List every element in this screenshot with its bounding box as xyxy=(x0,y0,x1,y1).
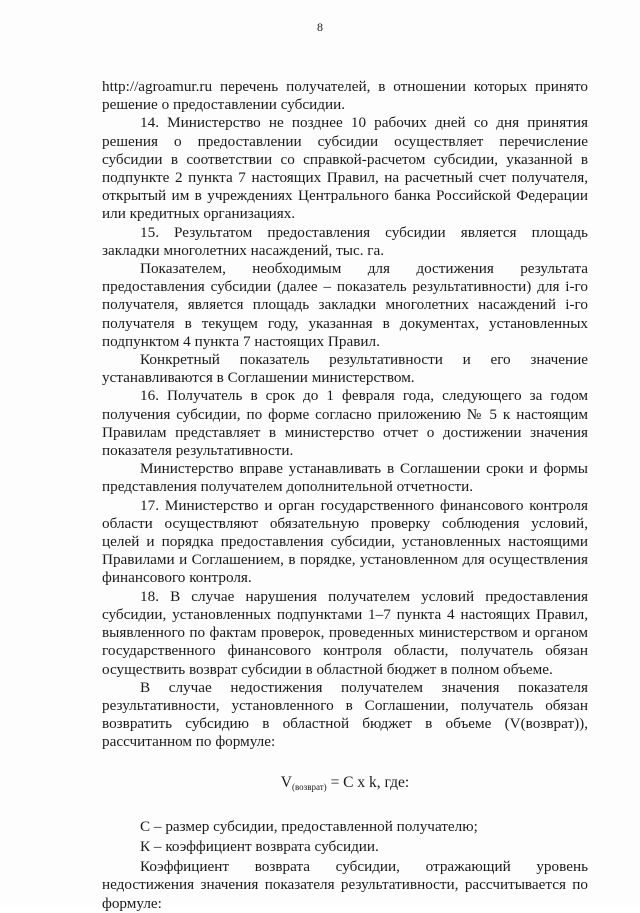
formula-rhs: = C x k, где: xyxy=(326,773,410,791)
refund-formula xyxy=(102,774,588,796)
page-number: 8 xyxy=(317,20,323,34)
paragraph-17: 17. Министерство и орган государственного финансового контроля области осуществляют обязательную проверку соблюдения условий, целей и порядка предоставления субсидии, установленных настоящими Правилами и Соглашением, в порядке, установленном для осуществления финансового контроля. xyxy=(102,496,588,587)
paragraph-refund-condition: В случае недостижения получателем значения показателя результативности, установленного в Соглашении, получатель обязан возвратить субсидию в областной бюджет в объеме (V(возврат)), рассчитанном по формуле: xyxy=(102,678,588,751)
paragraph-16: 16. Получатель в срок до 1 февраля года, следующего за годом получения субсидии, по форме согласно приложению № 5 к настоящим Правилам представляет в министерство отчет о достижении значения показателя результативности. xyxy=(102,387,588,460)
paragraph-indicator-value: Конкретный показатель результативности и его значение устанавливаются в Соглашении министерством. xyxy=(102,351,588,387)
definition-coefficient: Коэффициент возврата субсидии, отражающий уровень недостижения значения показателя результативности, рассчитывается по формуле: xyxy=(102,858,588,912)
definition-k: К – коэффициент возврата субсидии. xyxy=(140,837,379,855)
paragraph-15: 15. Результатом предоставления субсидии является площадь закладки многолетних насаждений, тыс. га. xyxy=(102,223,588,259)
formula-lhs: V xyxy=(280,773,292,791)
definition-c: С – размер субсидии, предоставленной получателю; xyxy=(140,817,478,835)
paragraph-18: 18. В случае нарушения получателем условий предоставления субсидии, установленных подпунктами 1–7 пункта 4 настоящих Правил, выявленного по фактам проверок, проведенных министерством и органом государственного финансового контроля области, получатель обязан осуществить возврат субсидии в областной бюджет в полном объеме. xyxy=(102,587,588,678)
document-body xyxy=(102,78,588,913)
paragraph-indicator: Показателем, необходимым для достижения результата предоставления субсидии (далее – показатель результативности) для i-го получателя, является площадь закладки многолетних насаждений i-го получателя в текущем году, указанная в документах, установленных подпунктом 4 пункта 7 настоящих Правил. xyxy=(102,260,588,350)
paragraph-continuation: http://agroamur.ru перечень получателей, в отношении которых принято решение о предоставлении субсидии. xyxy=(102,78,588,114)
paragraph-14: 14. Министерство не позднее 10 рабочих дней со дня принятия решения о предоставлении субсидии осуществляет перечисление субсидии в соответствии со справкой-расчетом субсидии, указанной в подпункте 2 пункта 7 настоящих Правил, на расчетный счет получателя, открытый им в учреждениях Центрального банка Российской Федерации или кредитных организациях. xyxy=(102,114,588,223)
formula-subscript: (возврат) xyxy=(292,781,327,792)
paragraph-additional-reporting: Министерство вправе устанавливать в Соглашении сроки и формы представления получателем дополнительной отчетности. xyxy=(102,460,588,496)
